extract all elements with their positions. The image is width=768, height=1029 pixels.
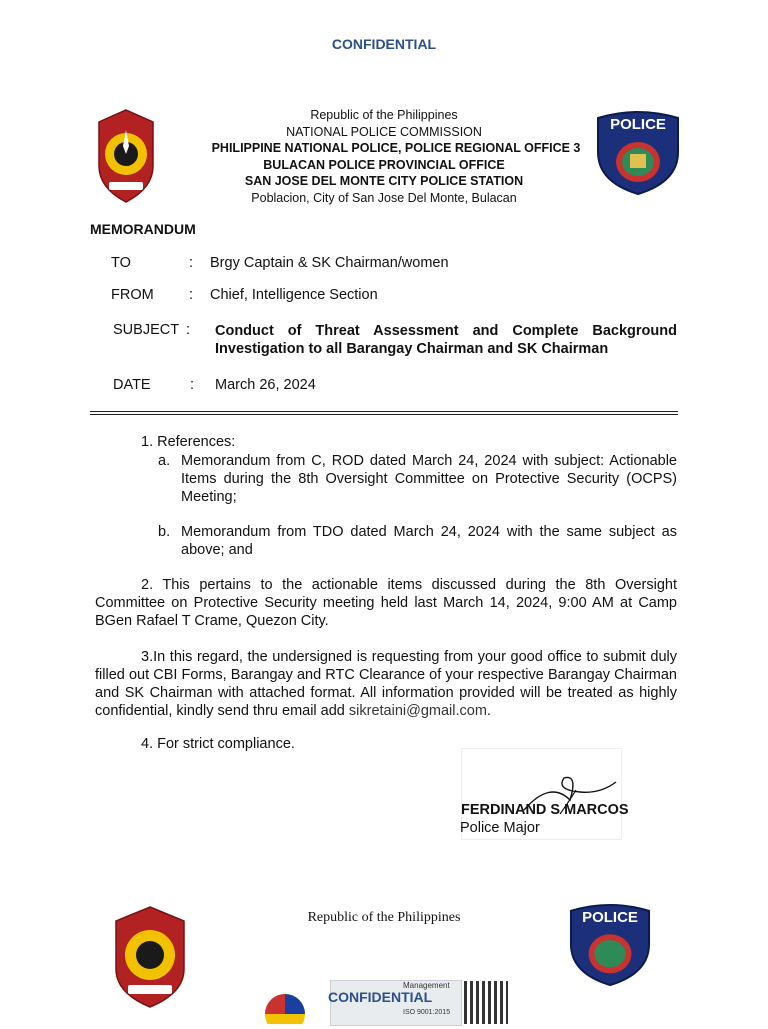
footer-badge-top-text: POLICE	[582, 909, 638, 926]
letterhead-station: SAN JOSE DEL MONTE CITY POLICE STATION	[244, 174, 524, 188]
email-link[interactable]: sikretaini@gmail.com	[348, 703, 487, 719]
footer-republic: Republic of the Philippines	[307, 910, 461, 925]
date-value: March 26, 2024	[215, 377, 316, 393]
memo-title: MEMORANDUM	[90, 221, 196, 237]
paragraph-4: 4. For strict compliance.	[141, 736, 295, 752]
badge-top-text: POLICE	[610, 116, 666, 133]
paragraph-2: 2. This pertains to the actionable items discussed during the 8th Oversight Committee on Protective Security meeting held last March 14, 2024, 9:00 AM at Camp BGen Rafael T Crame, Quezon City.	[95, 577, 677, 629]
to-label: TO	[111, 255, 131, 271]
letterhead	[150, 107, 618, 206]
divider-line-bottom	[90, 414, 678, 415]
pnp-seal-logo	[95, 108, 157, 204]
paragraph-3-text: 3.In this regard, the undersigned is requesting from your good office to submit duly filled out CBI Forms, Barangay and RTC Clearance of your respective Barangay Chairman and SK Chairman with attached format. All information provided will be treated as highly confidential, kindly send thru email add	[95, 649, 677, 719]
ref-a-marker: a.	[158, 453, 171, 469]
letterhead-republic: Republic of the Philippines	[310, 108, 458, 122]
qr-code-icon	[464, 981, 508, 1024]
from-value: Chief, Intelligence Section	[210, 287, 378, 303]
letterhead-bulacan-ppo: BULACAN POLICE PROVINCIAL OFFICE	[263, 157, 505, 172]
letterhead-pnp-pro3: PHILIPPINE NATIONAL POLICE, POLICE REGIONAL OFFICE 3	[211, 141, 581, 155]
iso-top-text: Management	[403, 981, 450, 990]
subject-label: SUBJECT	[113, 322, 180, 338]
signatory-name: FERDINAND S MARCOS	[461, 802, 629, 818]
paragraph-3-end: .	[486, 703, 491, 719]
ref-a-text: Memorandum from C, ROD dated March 24, 2024 with subject: Actionable Items during the 8th Oversight Committee on Protective Security (OCPS) Meeting;	[181, 453, 677, 505]
divider-line-top	[90, 411, 678, 412]
date-colon: :	[190, 377, 195, 393]
field-date	[0, 377, 768, 397]
to-colon: :	[189, 255, 194, 271]
from-label: FROM	[111, 287, 154, 303]
ref-b-text: Memorandum from TDO dated March 24, 2024 with the same subject as above; and	[181, 524, 677, 558]
letterhead-address: Poblacion, City of San Jose Del Monte, Bulacan	[251, 190, 517, 205]
field-to	[0, 255, 768, 275]
subject-colon: :	[186, 322, 191, 338]
iso-bottom-text: ISO 9001:2015	[403, 1009, 451, 1016]
letterhead-napolcom: NATIONAL POLICE COMMISSION	[286, 124, 482, 139]
references-heading: 1. References:	[141, 434, 236, 450]
to-value: Brgy Captain & SK Chairman/women	[210, 255, 449, 271]
confidential-marking-bottom: CONFIDENTIAL	[328, 989, 433, 1005]
ref-b-marker: b.	[158, 524, 171, 540]
field-from	[0, 287, 768, 307]
bagong-pilipinas-logo	[256, 984, 314, 1024]
footer-sjdm-badge-logo	[565, 903, 655, 987]
pnp-seal-icon	[95, 108, 157, 204]
date-label: DATE	[113, 377, 151, 393]
paragraph-3	[95, 648, 677, 720]
from-colon: :	[189, 287, 194, 303]
subject-value: Conduct of Threat Assessment and Complete Background Investigation to all Barangay Chairman and SK Chairman	[215, 323, 677, 357]
confidential-marking-top: CONFIDENTIAL	[331, 36, 437, 52]
signatory-rank: Police Major	[460, 820, 540, 836]
sun-emblem-icon	[256, 984, 314, 1024]
